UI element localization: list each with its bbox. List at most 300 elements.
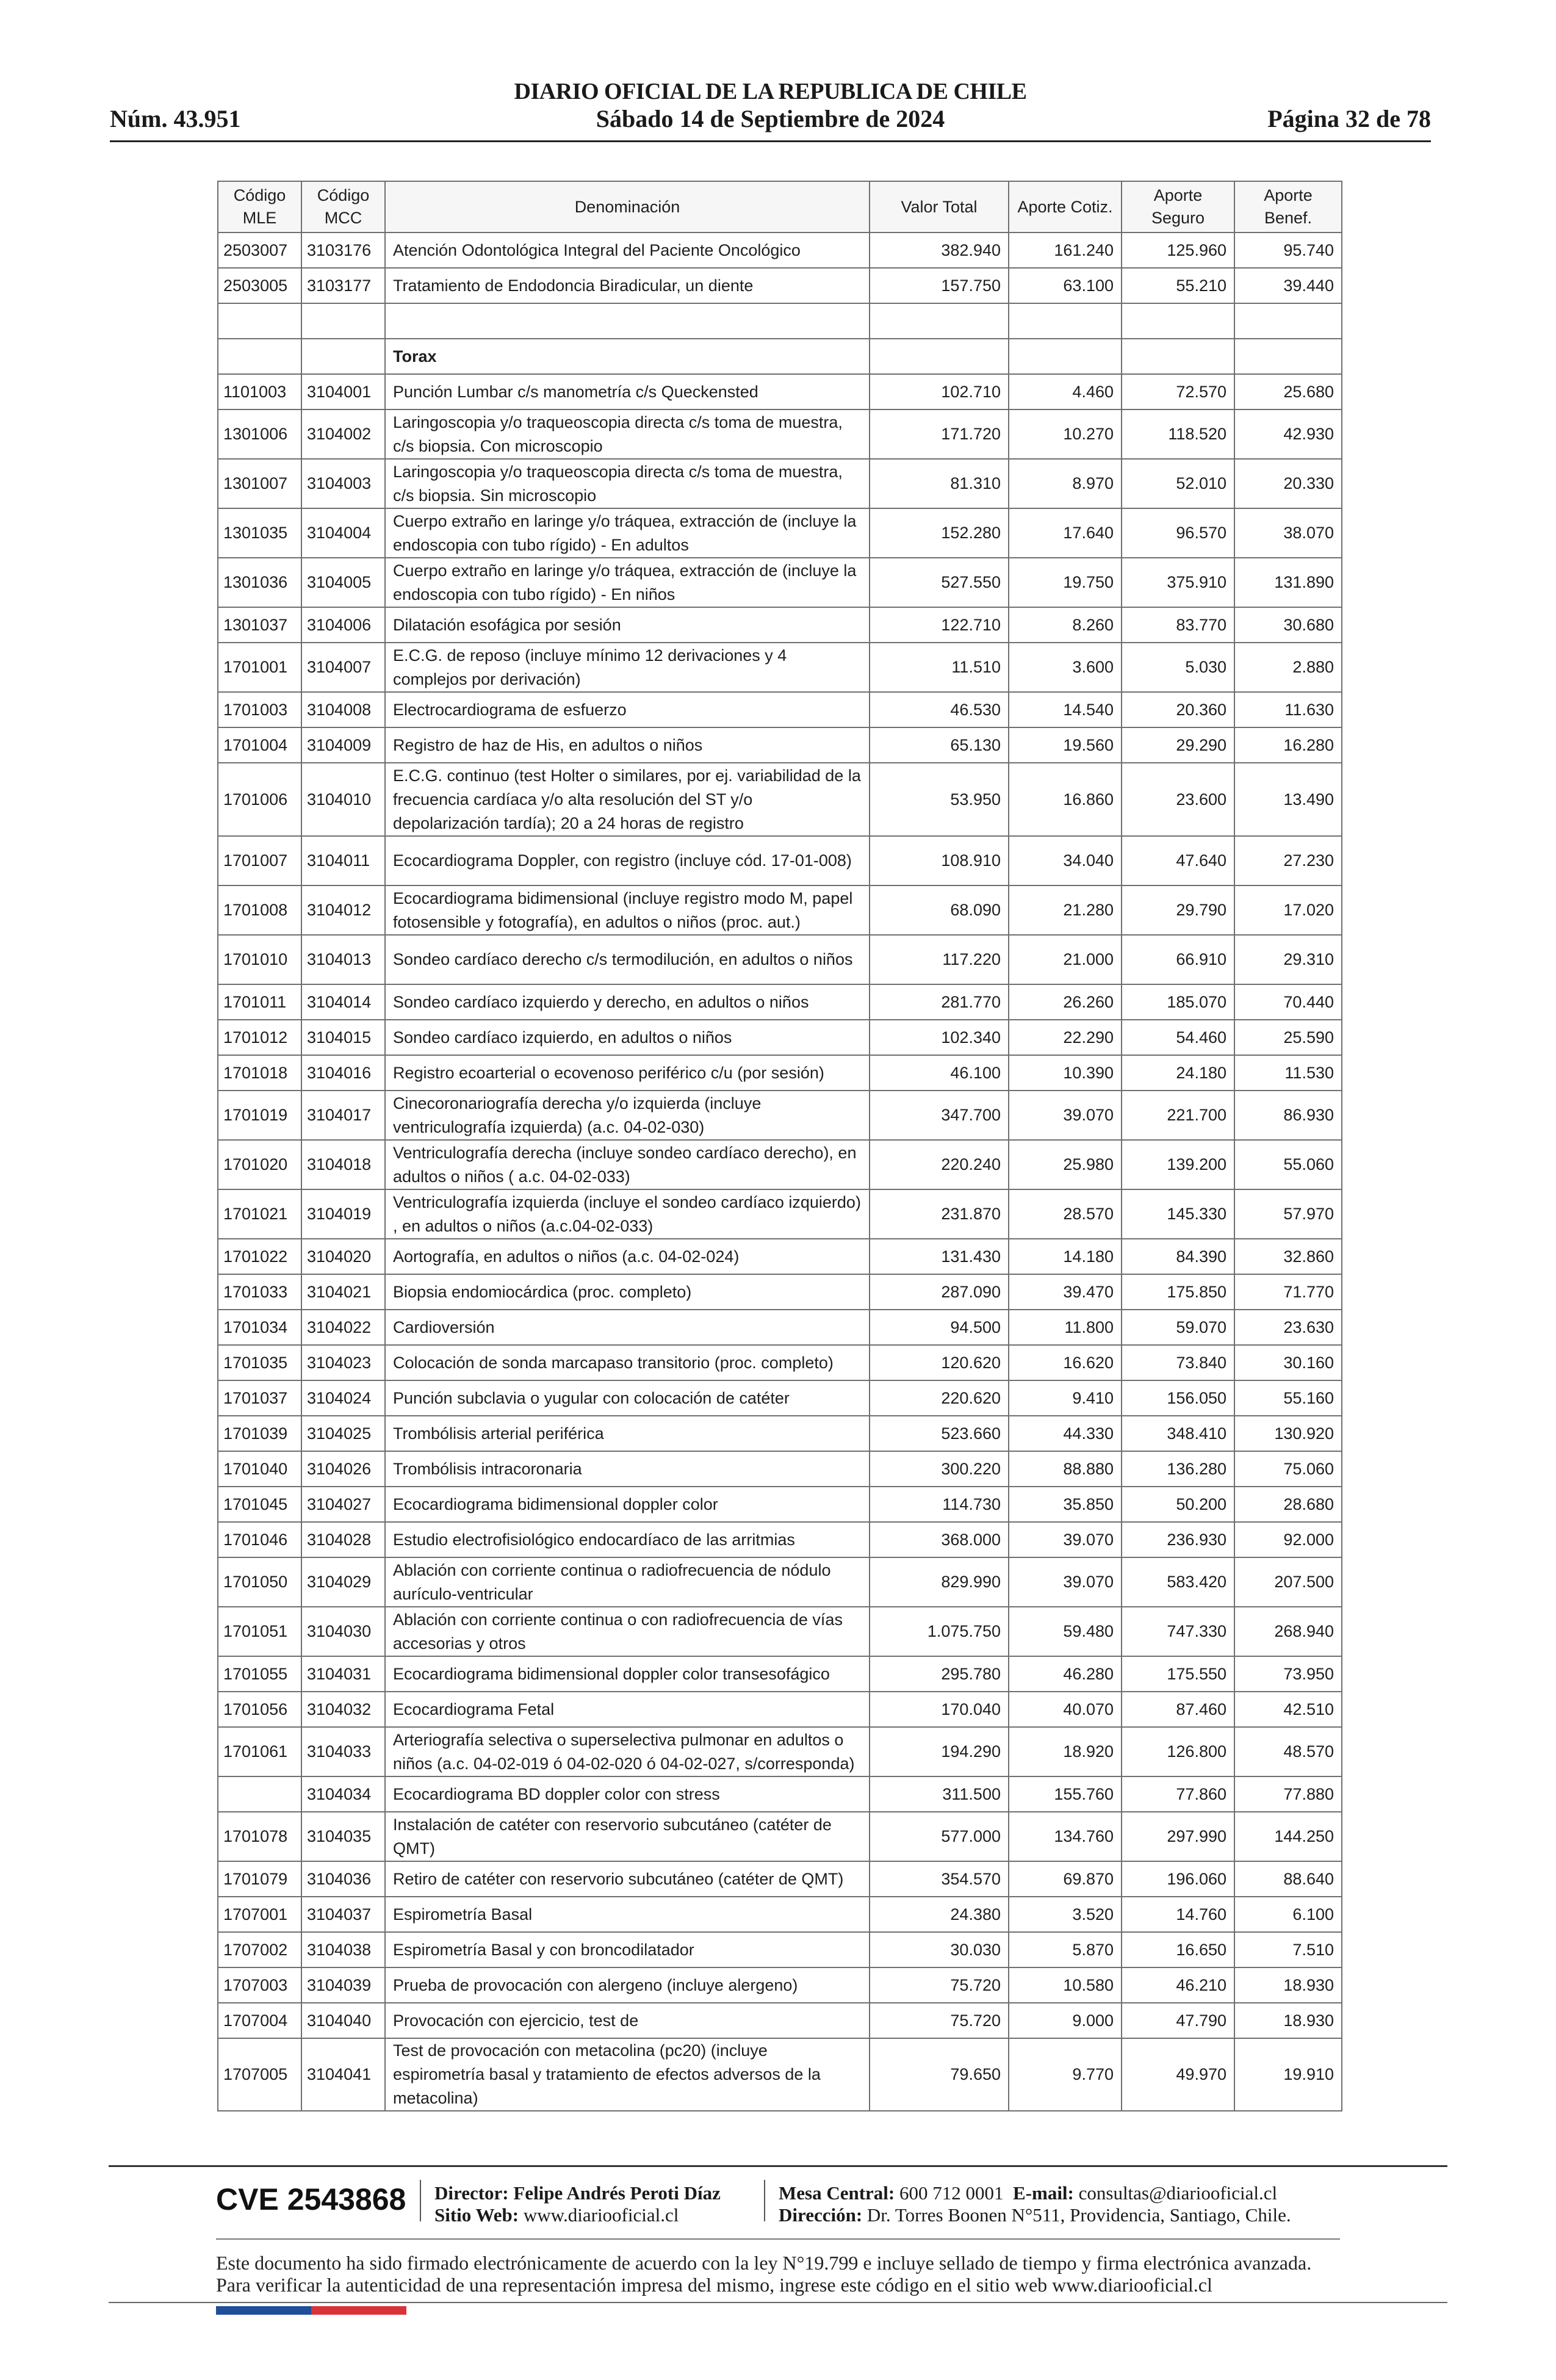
table-row — [218, 1487, 1342, 1522]
cell-aporte-benef: 42.510 — [1234, 1692, 1342, 1727]
cell-aporte-cotiz: 9.000 — [1009, 2003, 1122, 2038]
cell-aporte-seguro: 77.860 — [1122, 1776, 1234, 1812]
cell-code-mle: 1701045 — [218, 1487, 301, 1522]
email-label: E-mail: — [1013, 2182, 1074, 2204]
director-block — [434, 2182, 721, 2226]
table-row — [218, 1055, 1342, 1091]
cell-denominacion: Atención Odontológica Integral del Paciente Oncológico — [385, 233, 870, 268]
cell-valor-total: 102.340 — [870, 1020, 1009, 1055]
cell-denominacion: Cuerpo extraño en laringe y/o tráquea, extracción de (incluye la endoscopia con tubo rígido) - En niños — [385, 558, 870, 607]
cell-code-mcc: 3104016 — [301, 1055, 385, 1091]
cell-denominacion: Tratamiento de Endodoncia Biradicular, un diente — [385, 268, 870, 303]
cell-code-mle: 1701011 — [218, 984, 301, 1020]
cell-valor-total: 108.910 — [870, 836, 1009, 885]
cell-aporte-seguro: 59.070 — [1122, 1310, 1234, 1345]
cell-aporte-cotiz: 25.980 — [1009, 1140, 1122, 1189]
cell-code-mle: 1701012 — [218, 1020, 301, 1055]
table-row — [218, 1727, 1342, 1776]
cell-aporte-cotiz: 39.070 — [1009, 1091, 1122, 1140]
cell-aporte-seguro: 125.960 — [1122, 233, 1234, 268]
cell-code-mcc: 3104037 — [301, 1897, 385, 1932]
cell-aporte-seguro: 96.570 — [1122, 508, 1234, 558]
cell-denominacion: Arteriografía selectiva o superselectiva pulmonar en adultos o niños (a.c. 04-02-019 ó 04-02-020 ó 04-02-027, s/corresponda) — [385, 1727, 870, 1776]
cell-denominacion: Punción subclavia o yugular con colocación de catéter — [385, 1380, 870, 1416]
cell-valor-total: 220.240 — [870, 1140, 1009, 1189]
col-header-aporte-seguro: Aporte Seguro — [1122, 181, 1234, 233]
cell-aporte-cotiz: 63.100 — [1009, 268, 1122, 303]
cell-valor-total: 120.620 — [870, 1345, 1009, 1380]
cell-code-mcc: 3104009 — [301, 727, 385, 763]
cell-code-mle: 1701056 — [218, 1692, 301, 1727]
cell-denominacion: Ecocardiograma Doppler, con registro (incluye cód. 17-01-008) — [385, 836, 870, 885]
cell-code-mle: 1701004 — [218, 727, 301, 763]
cell-code-mle: 1301007 — [218, 459, 301, 508]
cell-aporte-seguro: 55.210 — [1122, 268, 1234, 303]
cell-valor-total: 368.000 — [870, 1522, 1009, 1557]
cell-aporte-benef — [1234, 303, 1342, 339]
cell-aporte-benef: 13.490 — [1234, 763, 1342, 836]
cell-aporte-seguro: 83.770 — [1122, 607, 1234, 643]
cell-denominacion: Sondeo cardíaco izquierdo y derecho, en adultos o niños — [385, 984, 870, 1020]
cell-aporte-benef: 11.630 — [1234, 692, 1342, 727]
table-row — [218, 763, 1342, 836]
cell-code-mcc: 3104010 — [301, 763, 385, 836]
cell-code-mle: 1301037 — [218, 607, 301, 643]
table-row — [218, 1020, 1342, 1055]
cell-aporte-seguro: 47.790 — [1122, 2003, 1234, 2038]
cell-code-mcc: 3104019 — [301, 1189, 385, 1239]
cell-aporte-benef: 268.940 — [1234, 1607, 1342, 1656]
cell-aporte-seguro: 24.180 — [1122, 1055, 1234, 1091]
cell-aporte-benef: 57.970 — [1234, 1189, 1342, 1239]
tariff-table — [217, 181, 1342, 2111]
cell-code-mcc: 3104023 — [301, 1345, 385, 1380]
cell-aporte-benef: 23.630 — [1234, 1310, 1342, 1345]
cell-code-mcc: 3104021 — [301, 1274, 385, 1310]
cell-aporte-cotiz: 3.520 — [1009, 1897, 1122, 1932]
cell-aporte-seguro: 221.700 — [1122, 1091, 1234, 1140]
table-row — [218, 1557, 1342, 1607]
cell-denominacion: Laringoscopia y/o traqueoscopia directa c/s toma de muestra, c/s biopsia. Sin microscopio — [385, 459, 870, 508]
cell-code-mle: 1701020 — [218, 1140, 301, 1189]
cell-aporte-cotiz: 19.750 — [1009, 558, 1122, 607]
cell-valor-total: 300.220 — [870, 1451, 1009, 1487]
cell-aporte-seguro: 126.800 — [1122, 1727, 1234, 1776]
cell-code-mle: 1701010 — [218, 935, 301, 984]
table-row — [218, 1692, 1342, 1727]
cell-denominacion: Sondeo cardíaco izquierdo, en adultos o niños — [385, 1020, 870, 1055]
cell-valor-total: 382.940 — [870, 233, 1009, 268]
table-row — [218, 1345, 1342, 1380]
cell-denominacion: E.C.G. continuo (test Holter o similares, por ej. variabilidad de la frecuencia cardíaca y/o alta resolución del ST y/o depolarización tardía); 20 a 24 horas de registro — [385, 763, 870, 836]
table-row — [218, 268, 1342, 303]
cell-aporte-seguro — [1122, 339, 1234, 374]
cell-aporte-benef: 30.160 — [1234, 1345, 1342, 1380]
cell-code-mcc: 3104039 — [301, 1967, 385, 2003]
cell-code-mle: 1707003 — [218, 1967, 301, 2003]
cell-valor-total: 170.040 — [870, 1692, 1009, 1727]
cell-code-mle: 1701021 — [218, 1189, 301, 1239]
cell-valor-total: 79.650 — [870, 2038, 1009, 2111]
cell-aporte-cotiz: 21.000 — [1009, 935, 1122, 984]
cell-code-mcc: 3104015 — [301, 1020, 385, 1055]
table-row — [218, 1451, 1342, 1487]
table-row — [218, 1140, 1342, 1189]
cell-valor-total: 231.870 — [870, 1189, 1009, 1239]
cell-valor-total: 220.620 — [870, 1380, 1009, 1416]
cell-code-mle: 1701035 — [218, 1345, 301, 1380]
cell-code-mcc: 3104011 — [301, 836, 385, 885]
cell-denominacion: Ecocardiograma bidimensional (incluye registro modo M, papel fotosensible y fotografía), en adultos o niños (proc. aut.) — [385, 885, 870, 935]
cell-code-mcc — [301, 303, 385, 339]
cell-aporte-cotiz: 5.870 — [1009, 1932, 1122, 1967]
table-row — [218, 1310, 1342, 1345]
table-row — [218, 1932, 1342, 1967]
cell-aporte-cotiz: 9.770 — [1009, 2038, 1122, 2111]
cell-code-mle: 1701033 — [218, 1274, 301, 1310]
cell-aporte-cotiz: 35.850 — [1009, 1487, 1122, 1522]
cell-aporte-benef: 20.330 — [1234, 459, 1342, 508]
cell-aporte-seguro: 20.360 — [1122, 692, 1234, 727]
cell-code-mle: 1707002 — [218, 1932, 301, 1967]
cell-aporte-cotiz: 10.270 — [1009, 409, 1122, 459]
cell-denominacion: Ventriculografía derecha (incluye sondeo cardíaco derecho), en adultos o niños ( a.c. 04-02-033) — [385, 1140, 870, 1189]
cell-denominacion: Punción Lumbar c/s manometría c/s Queckensted — [385, 374, 870, 409]
cell-valor-total: 24.380 — [870, 1897, 1009, 1932]
cell-denominacion: Dilatación esofágica por sesión — [385, 607, 870, 643]
table-row — [218, 459, 1342, 508]
cell-denominacion: E.C.G. de reposo (incluye mínimo 12 derivaciones y 4 complejos por derivación) — [385, 643, 870, 692]
cell-aporte-cotiz: 22.290 — [1009, 1020, 1122, 1055]
legal-notice: Este documento ha sido firmado electrónicamente de acuerdo con la ley N°19.799 e incluye sellado de tiempo y firma electrónica avanzada. Para verificar la autenticidad de una representación impresa del mismo, ingrese este código en el sitio web www.diariooficial.cl — [216, 2252, 1312, 2296]
cell-valor-total: 53.950 — [870, 763, 1009, 836]
table-header-row — [218, 181, 1342, 233]
col-header-aporte-benef: Aporte Benef. — [1234, 181, 1342, 233]
cell-aporte-cotiz: 3.600 — [1009, 643, 1122, 692]
cell-aporte-benef: 16.280 — [1234, 727, 1342, 763]
table-row — [218, 1380, 1342, 1416]
cell-code-mle: 2503007 — [218, 233, 301, 268]
cell-code-mle: 1701034 — [218, 1310, 301, 1345]
footer-separator — [764, 2180, 765, 2221]
cell-aporte-benef: 19.910 — [1234, 2038, 1342, 2111]
page-header — [110, 78, 1431, 144]
cell-code-mle: 1701079 — [218, 1861, 301, 1897]
cell-valor-total: 46.530 — [870, 692, 1009, 727]
cell-code-mle: 1301035 — [218, 508, 301, 558]
cell-aporte-seguro: 175.850 — [1122, 1274, 1234, 1310]
cell-aporte-benef: 75.060 — [1234, 1451, 1342, 1487]
issue-date: Sábado 14 de Septiembre de 2024 — [596, 105, 945, 132]
cell-code-mle — [218, 339, 301, 374]
cell-aporte-seguro: 156.050 — [1122, 1380, 1234, 1416]
cell-code-mcc: 3104007 — [301, 643, 385, 692]
cell-denominacion: Ecocardiograma bidimensional doppler color transesofágico — [385, 1656, 870, 1692]
cell-code-mle: 1701008 — [218, 885, 301, 935]
table-row — [218, 1274, 1342, 1310]
cell-code-mcc: 3104020 — [301, 1239, 385, 1274]
table-row — [218, 233, 1342, 268]
cell-aporte-seguro: 73.840 — [1122, 1345, 1234, 1380]
cell-denominacion: Registro ecoarterial o ecovenoso periférico c/u (por sesión) — [385, 1055, 870, 1091]
cell-aporte-cotiz: 26.260 — [1009, 984, 1122, 1020]
table-body — [218, 233, 1342, 2111]
table-row — [218, 2038, 1342, 2111]
cell-aporte-seguro: 23.600 — [1122, 763, 1234, 836]
cell-aporte-seguro: 118.520 — [1122, 409, 1234, 459]
cell-code-mle: 1701022 — [218, 1239, 301, 1274]
cell-valor-total: 354.570 — [870, 1861, 1009, 1897]
flag-stripe-blue — [216, 2306, 311, 2315]
cell-aporte-cotiz: 39.070 — [1009, 1522, 1122, 1557]
cell-denominacion: Trombólisis arterial periférica — [385, 1416, 870, 1451]
cell-code-mcc: 3103176 — [301, 233, 385, 268]
table-row — [218, 607, 1342, 643]
cell-aporte-seguro: 5.030 — [1122, 643, 1234, 692]
cell-denominacion: Sondeo cardíaco derecho c/s termodilución, en adultos o niños — [385, 935, 870, 984]
cell-code-mcc: 3104006 — [301, 607, 385, 643]
col-header-valor-total: Valor Total — [870, 181, 1009, 233]
cell-denominacion: Trombólisis intracoronaria — [385, 1451, 870, 1487]
cell-aporte-seguro: 583.420 — [1122, 1557, 1234, 1607]
cell-aporte-seguro: 16.650 — [1122, 1932, 1234, 1967]
cell-valor-total: 1.075.750 — [870, 1607, 1009, 1656]
cell-aporte-cotiz: 17.640 — [1009, 508, 1122, 558]
cell-code-mle: 1707004 — [218, 2003, 301, 2038]
cell-code-mcc: 3104028 — [301, 1522, 385, 1557]
cell-aporte-cotiz: 161.240 — [1009, 233, 1122, 268]
cell-aporte-benef: 7.510 — [1234, 1932, 1342, 1967]
cell-valor-total: 527.550 — [870, 558, 1009, 607]
cell-aporte-benef: 25.590 — [1234, 1020, 1342, 1055]
cell-aporte-cotiz: 10.580 — [1009, 1967, 1122, 2003]
cell-code-mcc: 3104025 — [301, 1416, 385, 1451]
cell-valor-total: 94.500 — [870, 1310, 1009, 1345]
cell-code-mle: 1701007 — [218, 836, 301, 885]
cell-aporte-seguro: 136.280 — [1122, 1451, 1234, 1487]
address-text: Dr. Torres Boonen N°511, Providencia, Santiago, Chile. — [866, 2204, 1291, 2226]
table-row — [218, 1607, 1342, 1656]
cell-code-mcc: 3104018 — [301, 1140, 385, 1189]
table-row — [218, 692, 1342, 727]
cell-aporte-benef: 32.860 — [1234, 1239, 1342, 1274]
cell-denominacion: Cinecoronariografía derecha y/o izquierda (incluye ventriculografía izquierda) (a.c. 04-02-030) — [385, 1091, 870, 1140]
cell-aporte-seguro: 375.910 — [1122, 558, 1234, 607]
cell-code-mcc: 3104031 — [301, 1656, 385, 1692]
table-row — [218, 508, 1342, 558]
cell-denominacion: Biopsia endomiocárdica (proc. completo) — [385, 1274, 870, 1310]
cve-code: CVE 2543868 — [216, 2182, 406, 2216]
cell-aporte-cotiz: 10.390 — [1009, 1055, 1122, 1091]
cell-aporte-cotiz: 46.280 — [1009, 1656, 1122, 1692]
cell-code-mle: 1701078 — [218, 1812, 301, 1861]
table-row — [218, 1239, 1342, 1274]
table-row — [218, 2003, 1342, 2038]
cell-code-mle: 1701001 — [218, 643, 301, 692]
cell-aporte-cotiz: 9.410 — [1009, 1380, 1122, 1416]
cell-aporte-seguro: 54.460 — [1122, 1020, 1234, 1055]
cell-code-mle: 1701055 — [218, 1656, 301, 1692]
cell-aporte-benef: 17.020 — [1234, 885, 1342, 935]
cell-code-mcc: 3104034 — [301, 1776, 385, 1812]
contact-block — [779, 2182, 1291, 2226]
director-name: Felipe Andrés Peroti Díaz — [513, 2182, 721, 2204]
cell-aporte-seguro: 46.210 — [1122, 1967, 1234, 2003]
cell-aporte-seguro: 175.550 — [1122, 1656, 1234, 1692]
cell-aporte-benef: 95.740 — [1234, 233, 1342, 268]
cell-aporte-cotiz: 39.070 — [1009, 1557, 1122, 1607]
table-row — [218, 1656, 1342, 1692]
cell-aporte-cotiz: 28.570 — [1009, 1189, 1122, 1239]
table-row — [218, 374, 1342, 409]
cell-aporte-benef: 144.250 — [1234, 1812, 1342, 1861]
table-row — [218, 409, 1342, 459]
table-row — [218, 1522, 1342, 1557]
cell-denominacion: Ventriculografía izquierda (incluye el sondeo cardíaco izquierdo) , en adultos o niños (a.c.04-02-033) — [385, 1189, 870, 1239]
table-row — [218, 885, 1342, 935]
table-row — [218, 727, 1342, 763]
cell-valor-total: 75.720 — [870, 2003, 1009, 2038]
cell-aporte-cotiz: 4.460 — [1009, 374, 1122, 409]
cell-aporte-benef: 48.570 — [1234, 1727, 1342, 1776]
cell-denominacion: Instalación de catéter con reservorio subcutáneo (catéter de QMT) — [385, 1812, 870, 1861]
cell-aporte-cotiz: 59.480 — [1009, 1607, 1122, 1656]
cell-denominacion: Cardioversión — [385, 1310, 870, 1345]
cell-code-mle: 2503005 — [218, 268, 301, 303]
table-row — [218, 1861, 1342, 1897]
cell-aporte-benef: 86.930 — [1234, 1091, 1342, 1140]
cell-valor-total: 46.100 — [870, 1055, 1009, 1091]
cell-valor-total: 75.720 — [870, 1967, 1009, 2003]
table-row — [218, 1776, 1342, 1812]
cell-aporte-cotiz: 19.560 — [1009, 727, 1122, 763]
cell-denominacion: Colocación de sonda marcapaso transitorio (proc. completo) — [385, 1345, 870, 1380]
cell-code-mle: 1701046 — [218, 1522, 301, 1557]
footer-separator — [420, 2180, 421, 2221]
address-label: Dirección: — [779, 2204, 863, 2226]
cell-code-mcc: 3104008 — [301, 692, 385, 727]
cell-valor-total: 114.730 — [870, 1487, 1009, 1522]
cell-aporte-cotiz: 21.280 — [1009, 885, 1122, 935]
cell-code-mcc: 3104024 — [301, 1380, 385, 1416]
cell-valor-total: 68.090 — [870, 885, 1009, 935]
cell-aporte-benef: 11.530 — [1234, 1055, 1342, 1091]
cell-valor-total: 281.770 — [870, 984, 1009, 1020]
cell-aporte-seguro: 139.200 — [1122, 1140, 1234, 1189]
cell-denominacion: Torax — [385, 339, 870, 374]
director-label: Director: — [434, 2182, 509, 2204]
cell-aporte-cotiz: 11.800 — [1009, 1310, 1122, 1345]
cell-code-mcc: 3104035 — [301, 1812, 385, 1861]
cell-code-mcc: 3104036 — [301, 1861, 385, 1897]
cell-aporte-seguro: 52.010 — [1122, 459, 1234, 508]
cell-valor-total: 577.000 — [870, 1812, 1009, 1861]
cell-code-mcc: 3104041 — [301, 2038, 385, 2111]
cell-aporte-benef: 130.920 — [1234, 1416, 1342, 1451]
cell-denominacion: Ablación con corriente continua o radiofrecuencia de nódulo aurículo-ventricular — [385, 1557, 870, 1607]
cell-denominacion: Ablación con corriente continua o con radiofrecuencia de vías accesorias y otros — [385, 1607, 870, 1656]
cell-code-mcc: 3104012 — [301, 885, 385, 935]
cell-denominacion: Prueba de provocación con alergeno (incluye alergeno) — [385, 1967, 870, 2003]
cell-aporte-seguro: 47.640 — [1122, 836, 1234, 885]
cell-code-mcc: 3104003 — [301, 459, 385, 508]
cell-aporte-cotiz: 8.260 — [1009, 607, 1122, 643]
cell-aporte-seguro: 236.930 — [1122, 1522, 1234, 1557]
cell-denominacion: Electrocardiograma de esfuerzo — [385, 692, 870, 727]
cell-code-mcc: 3104022 — [301, 1310, 385, 1345]
cell-aporte-benef: 29.310 — [1234, 935, 1342, 984]
cell-aporte-seguro: 87.460 — [1122, 1692, 1234, 1727]
cell-aporte-cotiz: 14.180 — [1009, 1239, 1122, 1274]
cell-aporte-seguro: 747.330 — [1122, 1607, 1234, 1656]
cell-valor-total: 523.660 — [870, 1416, 1009, 1451]
cell-aporte-benef: 27.230 — [1234, 836, 1342, 885]
cell-aporte-seguro: 348.410 — [1122, 1416, 1234, 1451]
table-row — [218, 935, 1342, 984]
col-header-aporte-cotiz: Aporte Cotiz. — [1009, 181, 1122, 233]
cell-code-mcc: 3104027 — [301, 1487, 385, 1522]
table-row — [218, 1812, 1342, 1861]
table-row — [218, 303, 1342, 339]
cell-code-mle: 1701040 — [218, 1451, 301, 1487]
cell-aporte-benef: 77.880 — [1234, 1776, 1342, 1812]
cell-aporte-seguro: 29.790 — [1122, 885, 1234, 935]
cell-aporte-cotiz: 44.330 — [1009, 1416, 1122, 1451]
cell-code-mle — [218, 1776, 301, 1812]
cell-aporte-seguro — [1122, 303, 1234, 339]
cell-valor-total: 347.700 — [870, 1091, 1009, 1140]
cell-valor-total: 117.220 — [870, 935, 1009, 984]
mesa-phone: 600 712 0001 — [899, 2182, 1004, 2204]
cell-code-mle: 1301036 — [218, 558, 301, 607]
cell-code-mle: 1701003 — [218, 692, 301, 727]
table-row — [218, 1967, 1342, 2003]
cell-code-mcc: 3103177 — [301, 268, 385, 303]
cell-valor-total: 11.510 — [870, 643, 1009, 692]
cell-aporte-benef — [1234, 339, 1342, 374]
cell-code-mle: 1707001 — [218, 1897, 301, 1932]
web-link[interactable]: www.diariooficial.cl — [523, 2204, 679, 2226]
cell-valor-total — [870, 303, 1009, 339]
cell-code-mle: 1701039 — [218, 1416, 301, 1451]
footer-divider — [109, 2302, 1447, 2303]
cell-code-mcc: 3104014 — [301, 984, 385, 1020]
cell-denominacion: Laringoscopia y/o traqueoscopia directa c/s toma de muestra, c/s biopsia. Con microscopio — [385, 409, 870, 459]
cell-aporte-benef: 88.640 — [1234, 1861, 1342, 1897]
cell-code-mle: 1701006 — [218, 763, 301, 836]
cell-code-mle: 1101003 — [218, 374, 301, 409]
cell-denominacion: Estudio electrofisiológico endocardíaco de las arritmias — [385, 1522, 870, 1557]
cell-code-mle: 1701018 — [218, 1055, 301, 1091]
issue-number: Núm. 43.951 — [110, 105, 241, 132]
cell-aporte-benef: 207.500 — [1234, 1557, 1342, 1607]
cell-aporte-seguro: 84.390 — [1122, 1239, 1234, 1274]
col-header-mcc: Código MCC — [301, 181, 385, 233]
cell-aporte-benef: 55.060 — [1234, 1140, 1342, 1189]
cell-denominacion: Espirometría Basal — [385, 1897, 870, 1932]
cell-code-mcc: 3104013 — [301, 935, 385, 984]
cell-aporte-seguro: 49.970 — [1122, 2038, 1234, 2111]
cell-aporte-cotiz: 40.070 — [1009, 1692, 1122, 1727]
cell-aporte-benef: 18.930 — [1234, 2003, 1342, 2038]
email-link[interactable]: consultas@diariooficial.cl — [1078, 2182, 1278, 2204]
cell-aporte-cotiz: 155.760 — [1009, 1776, 1122, 1812]
cell-code-mcc: 3104005 — [301, 558, 385, 607]
cell-aporte-benef: 92.000 — [1234, 1522, 1342, 1557]
cell-denominacion: Aortografía, en adultos o niños (a.c. 04-02-024) — [385, 1239, 870, 1274]
cell-valor-total: 157.750 — [870, 268, 1009, 303]
cell-code-mcc — [301, 339, 385, 374]
